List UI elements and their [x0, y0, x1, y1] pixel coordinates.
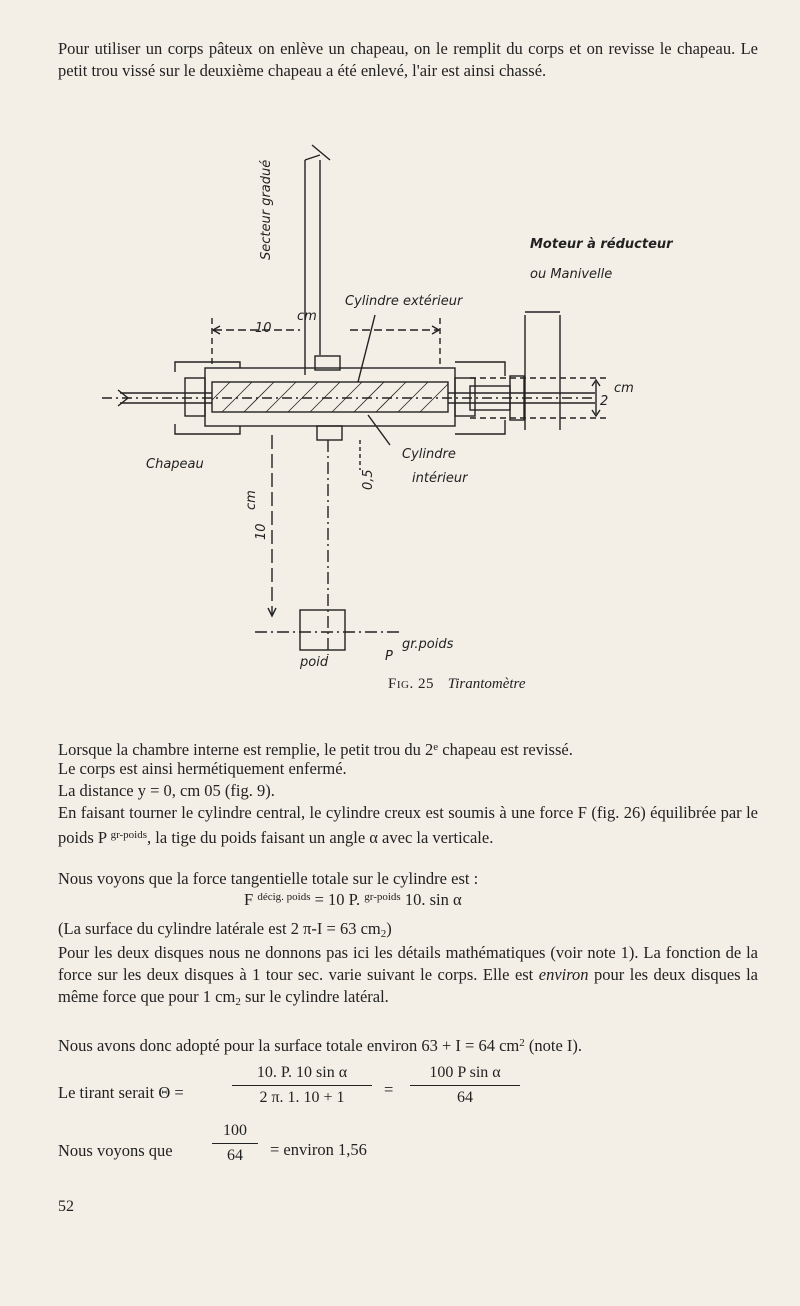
tirant-label: Le tirant serait Θ = [58, 1083, 184, 1102]
label-chapeau: Chapeau [146, 457, 204, 472]
environ-value: = environ 1,56 [270, 1140, 367, 1159]
outer-cylinder [205, 368, 455, 426]
label-2: 2 [600, 394, 609, 409]
label-10-top: 10 [255, 321, 272, 336]
fraction-3: 100 64 [212, 1122, 258, 1165]
label-10-vertical: 10 [254, 523, 269, 540]
label-p: P [385, 649, 393, 664]
equation-force: F $^{décig. poids}$ = 10 P. $^{gr-poids}$ 10. sin α [244, 890, 462, 909]
label-cylindre-interieur-2: intérieur [412, 471, 468, 486]
fraction-1: 10. P. 10 sin α 2 π. 1. 10 + 1 [232, 1064, 372, 1107]
voyons-label: Nous voyons que [58, 1141, 173, 1160]
body-line-6: (La surface du cylindre latérale est 2 π-I = 63 $cm_2$) [58, 919, 392, 940]
label-2-cm: cm [614, 381, 634, 396]
intro-paragraph: Pour utiliser un corps pâteux on enlève un chapeau, on le remplit du corps et on revisse le chapeau. Le petit trou vissé sur le deuxième chapeau a été enlevé, l'air est ainsi chassé. [58, 39, 758, 80]
caption-number: Fig. 25 [388, 676, 434, 692]
label-gr-poids: gr.poids [402, 637, 454, 652]
label-cylindre-exterieur: Cylindre extérieur [345, 294, 463, 309]
equals-sign: = [384, 1080, 394, 1099]
body-line-1: Lorsque la chambre interne est remplie, le petit trou du 2e chapeau est revissé. [58, 740, 573, 759]
body-line-3: La distance y = 0, cm 05 (fig. 9). [58, 781, 275, 800]
body-paragraph-4: En faisant tourner le cylindre central, le cylindre creux est soumis à une force F (fig. 26) équilibrée par le poids P $^{gr-poids}$, la tige du poids faisant un angle α avec la verticale. [58, 803, 758, 847]
weight-box [300, 610, 345, 650]
label-cm-top: cm [297, 309, 317, 324]
label-cm-vertical: cm [244, 490, 259, 510]
tirantometre-figure [0, 100, 800, 700]
figure-caption [388, 676, 526, 693]
body-paragraph-7: Pour les deux disques nous ne donnons pas ici les détails mathématiques (voir note 1). La fonction de la force sur les deux disques à 1 tour sec. varie suivant le corps. Elle est environ pour les deux disques la même force que pour 1 $cm_2$ sur le cylindre latéral. [58, 943, 758, 1008]
label-cylindre-interieur-1: Cylindre [402, 447, 456, 462]
body-line-2: Le corps est ainsi hermétiquement enfermé. [58, 759, 347, 778]
caption-title: Tirantomètre [447, 676, 526, 692]
label-poids: poid [300, 655, 329, 670]
body-line-5: Nous voyons que la force tangentielle totale sur le cylindre est : [58, 869, 479, 888]
label-05: 0,5 [361, 469, 376, 490]
label-moteur: Moteur à réducteur [530, 237, 673, 252]
label-manivelle: ou Manivelle [530, 267, 613, 282]
fraction-2: 100 P sin α 64 [410, 1064, 520, 1107]
label-secteur: Secteur gradué [259, 159, 274, 260]
page-number: 52 [58, 1198, 74, 1215]
body-line-8: Nous avons donc adopté pour la surface totale environ 63 + I = 64 $cm^2$ (note I). [58, 1036, 583, 1055]
